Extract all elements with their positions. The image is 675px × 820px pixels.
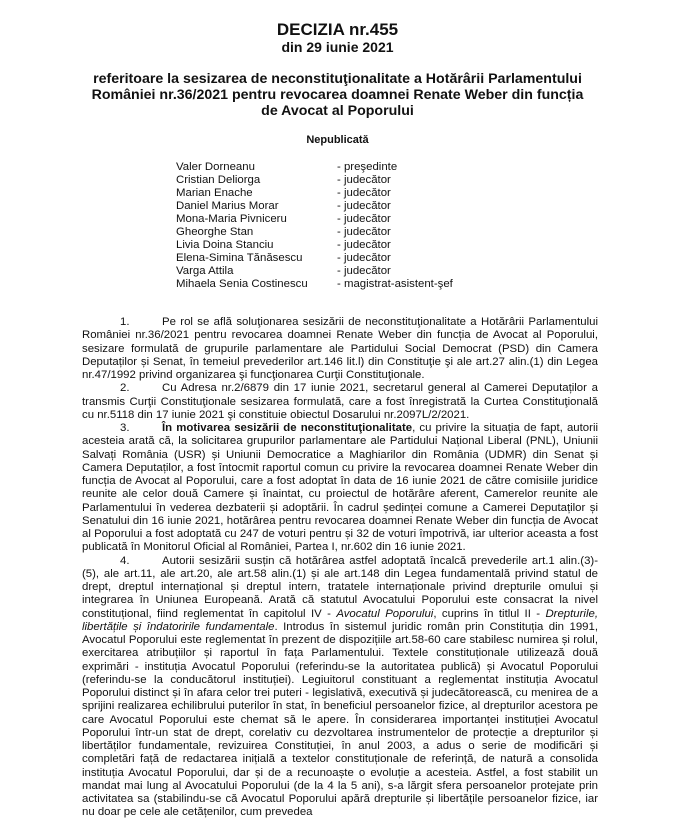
panel-member-name: Cristian Deliorga (176, 174, 261, 186)
paragraph-lead-bold: În motivarea sesizării de neconstituţionalitate (162, 422, 413, 434)
panel-row (176, 265, 496, 278)
panel-member-name: Elena-Simina Tănăsescu (176, 252, 303, 264)
decision-title: DECIZIA nr.455 (276, 20, 399, 39)
paragraph-3 (82, 422, 598, 555)
panel-member-role: - judecător (337, 239, 391, 251)
panel-row (176, 226, 496, 239)
panel-member-name: Mihaela Senia Costinescu (176, 278, 308, 290)
paragraph-text: Autorii sesizării susțin că hotărârea astfel adoptată încalcă prevederile art.1 alin.(3)-(5), ale art.11, ale art.20, ale art.58 alin.(1) și ale art.148 din Legea fundamentală privind statul de drept, dreptul internațional și dreptul intern, tratatele internaționale privind drepturile omului și integrarea în Uniunea Europeană. Arată că statutul Avocatului Poporului este consacrat la nivel constituțional, fiind reglementat în capitolul IV - (82, 554, 598, 620)
panel-member-role: - magistrat-asistent-şef (337, 278, 453, 290)
panel-row (176, 187, 496, 200)
decision-subject: referitoare la sesizarea de neconstituţionalitate a Hotărârii Parlamentului României nr.36/2021 pentru revocarea doamnei Renate Weber din funcția de Avocat al Poporului (91, 71, 584, 119)
panel-row (176, 252, 496, 265)
paragraph-2 (82, 382, 598, 422)
paragraph-number: 1. (120, 316, 130, 328)
panel-row (176, 200, 496, 213)
paragraph-italic: Drepturile, libertățile și îndatoririle fundamentale (82, 607, 598, 633)
court-panel (176, 161, 496, 291)
panel-member-name: Marian Enache (176, 187, 253, 199)
panel-member-name: Daniel Marius Morar (176, 200, 279, 212)
panel-row (176, 161, 496, 174)
paragraph-text: Cu Adresa nr.2/6879 din 17 iunie 2021, secretarul general al Camerei Deputaților a transmis Curţii Constituţionale sesizarea formulată, care a fost înregistrată la Curtea Constituţională cu nr.5118 din 17 iunie 2021 şi constituie obiectul Dosarului nr.2097L/2/2021. (82, 382, 598, 421)
panel-member-role: - preşedinte (337, 161, 398, 173)
panel-member-name: Valer Dorneanu (176, 161, 255, 173)
paragraph-1 (82, 316, 598, 382)
paragraph-italic: Avocatul Poporului (336, 607, 434, 620)
panel-member-role: - judecător (337, 265, 391, 277)
panel-member-role: - judecător (337, 187, 391, 199)
panel-member-role: - judecător (337, 174, 391, 186)
panel-member-role: - judecător (337, 226, 391, 238)
panel-row (176, 278, 496, 291)
publication-status: Nepublicată (306, 134, 369, 146)
panel-row (176, 213, 496, 226)
panel-row (176, 174, 496, 187)
paragraph-number: 3. (120, 422, 130, 434)
paragraph-text: , cu privire la situația de fapt, autorii acesteia arată că, la solicitarea grupurilor parlamentare ale Partidului Național Liberal (PNL), Uniunii Salvați România (USR) și Uniunii Democratice a Maghiarilor din România (UDMR) din Senat și Camera Deputaților, a fost întocmit raportul comun cu privire la revocarea doamnei Renate Weber din funcția de Avocat al Poporului, care a fost adoptat în data de 16 iunie 2021 de către comisiile juridice reunite ale celor două Camere și înaintat, cu proiectul de hotărâre aferent, Camerelor reunite ale Parlamentului în vederea dezbaterii și adoptării. În cadrul ședinței comune a Camerei Deputaților și Senatului din 16 iunie 2021, hotărârea pentru revocarea doamnei Renate Weber din funcția de Avocat al Poporului a fost adoptată cu 247 de voturi pentru și 32 de voturi împotrivă, iar ulterior aceasta a fost publicată în Monitorul Oficial al României, Partea I, nr.602 din 16 iunie 2021. (82, 422, 598, 554)
panel-member-name: Gheorghe Stan (176, 226, 254, 238)
decision-date: din 29 iunie 2021 (281, 39, 394, 55)
paragraph-4 (82, 555, 598, 820)
paragraph-text: , cuprins în titlul II - (433, 607, 546, 620)
panel-member-name: Livia Doina Stanciu (176, 239, 274, 251)
paragraph-text: . Introdus în sistemul juridic român prin Constituția din 1991, Avocatul Poporului este reglementat în prezent de dispozițiile art.58-60 care stabilesc numirea și rolul, exercitarea atribuțiilor și raportul în fața Parlamentului. Textele constituționale utilizează două exprimări - instituția Avocatul Poporului (referindu-se la autoritatea publică) și Avocatul Poporului (referindu-se la conducătorul instituției). Legiuitorul constituant a reglementat instituția Avocatul Poporului distinct și în afara celor trei puteri - legislativă, executivă și judecătorească, cu menirea de a sprijini realizarea echilibrului puterilor în stat, în beneficiul persoanelor fizice, al drepturilor acestora pe care Avocatul Poporului este chemat să le apere. În considerarea importanței instituției Avocatul Poporului într-un stat de drept, corelativ cu dezvoltarea instrumentelor de protecție a drepturilor și libertăților fundamentale, revizuirea Constituției, în anul 2003, a adus o serie de modificări și completări față de redactarea inițială a textelor constituționale de referință, de natură a consolida instituția Avocatul Poporului, dar și de a recunoaște o evoluție a acesteia. Astfel, a fost stabilit un mandat mai lung al Avocatului Poporului (de la 4 la 5 ani), s-a lărgit sfera persoanelor protejate prin activitatea sa (stabilindu-se că Avocatul Poporului apără drepturile și libertățile persoanelor fizice, iar nu doar pe cele ale cetățenilor, cum prevedea (82, 620, 598, 819)
decision-body (82, 316, 598, 820)
panel-member-name: Varga Attila (176, 265, 234, 277)
panel-member-role: - judecător (337, 200, 391, 212)
panel-row (176, 239, 496, 252)
panel-member-role: - judecător (337, 252, 391, 264)
paragraph-text: Pe rol se află soluţionarea sesizării de neconstituţionalitate a Hotărârii Parlamentului României nr.36/2021 pentru revocarea doamnei Renate Weber din funcția de Avocat al Poporului, sesizare formulată de grupurile parlamentare ale Partidului Social Democrat (PSD) din Camera Deputaților și Senat, în temeiul prevederilor art.146 lit.l) din Constituţie şi ale art.27 alin.(1) din Legea nr.47/1992 privind organizarea şi funcţionarea Curţii Constituţionale. (82, 316, 598, 381)
panel-member-name: Mona-Maria Pivniceru (176, 213, 287, 225)
paragraph-number: 2. (120, 382, 130, 395)
paragraph-number: 4. (120, 554, 130, 567)
panel-member-role: - judecător (337, 213, 391, 225)
